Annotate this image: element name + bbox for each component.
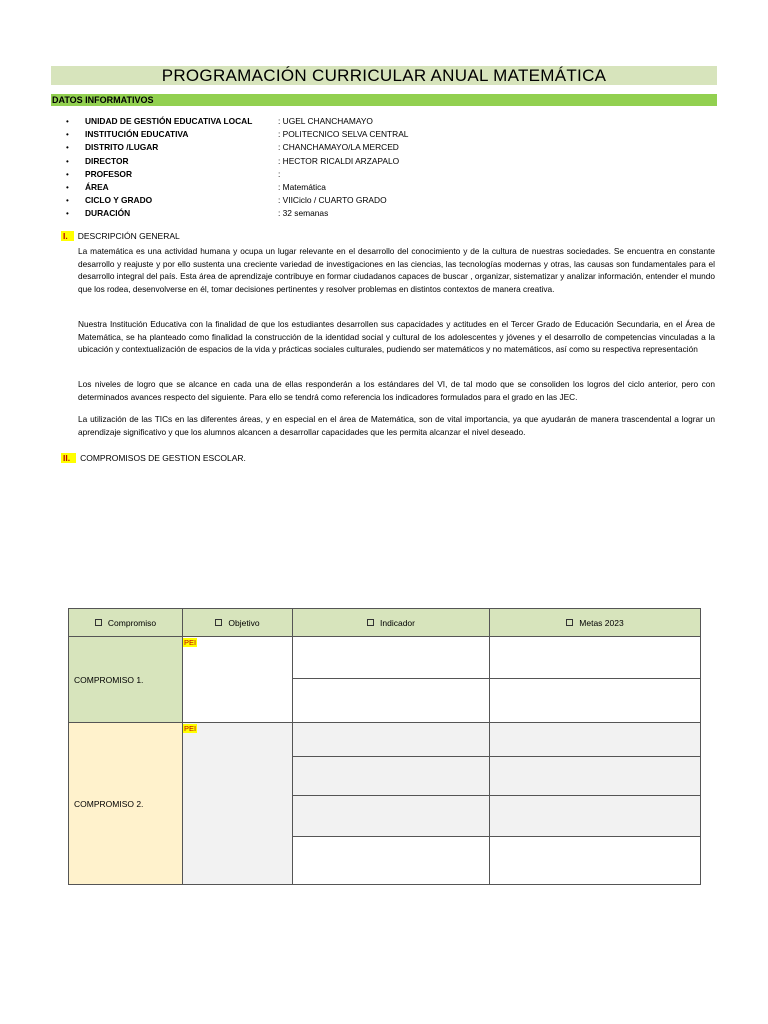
column-header-metas xyxy=(490,609,701,637)
table-row xyxy=(69,723,701,757)
column-header-label: Compromiso xyxy=(107,617,157,628)
info-row xyxy=(64,207,564,220)
bullet-icon: • xyxy=(66,117,69,126)
pei-tag: PEI xyxy=(184,724,197,733)
section-number: I. xyxy=(61,231,74,241)
info-row xyxy=(64,141,564,154)
info-value: : UGEL CHANCHAMAYO xyxy=(278,116,373,126)
info-row xyxy=(64,194,564,207)
info-value: : Matemática xyxy=(278,181,326,192)
indicador-cell[interactable] xyxy=(293,837,490,885)
section-datos-informativos xyxy=(51,94,717,106)
indicador-cell[interactable] xyxy=(293,723,490,757)
indicador-cell[interactable] xyxy=(293,757,490,796)
info-label: DURACIÓN xyxy=(85,208,131,219)
info-value: : 32 semanas xyxy=(278,208,329,219)
compromiso-1-cell: COMPROMISO 1. xyxy=(69,637,183,723)
column-header-label: Objetivo xyxy=(228,617,260,628)
section-heading-descripcion xyxy=(61,231,180,242)
info-row xyxy=(64,115,564,128)
info-row xyxy=(64,181,564,194)
info-label: PROFESOR xyxy=(85,168,132,179)
column-header-indicador xyxy=(293,609,490,637)
bullet-icon: • xyxy=(66,196,69,206)
info-label: DISTRITO /LUGAR xyxy=(85,142,159,153)
bullet-icon: • xyxy=(66,209,69,219)
paragraph: La utilización de las TICs en las diferentes áreas, y en especial en el área de Matemática, son de vital importancia, ya que ayudarán de manera trascendental a lograr un aprendizaje significativo y que los alumnos alcancen a desarrollar capacidades que les permita alcanzar el nivel deseado. xyxy=(78,414,715,437)
bullet-icon: • xyxy=(66,169,69,179)
info-label: UNIDAD DE GESTIÓN EDUCATIVA LOCAL xyxy=(85,116,253,126)
bullet-icon: • xyxy=(66,156,69,166)
column-header-label: Metas 2023 xyxy=(579,617,624,628)
info-label: DIRECTOR xyxy=(85,155,129,166)
table-row xyxy=(69,637,701,679)
info-label: ÁREA xyxy=(85,181,109,192)
page-title: PROGRAMACIÓN CURRICULAR ANUAL MATEMÁTICA xyxy=(51,66,717,85)
paragraph: La matemática es una actividad humana y ocupa un lugar relevante en el desarrollo del conocimiento y de la cultura de nuestras sociedades. Se encuentra en constante desarrollo y reajuste y por ello sustenta una creciente variedad de investigaciones en las ciencias, las tecnologías modernas y otras, las causas son fundamentales para el desarrollo integral del país. Esta área de aprendizaje contribuye en formar ciudadanos capaces de buscar , organizar, sistematizar y analizar información, entender el mundo que los rodea, desenvolverse en él, tomar decisiones pertinentes y resolver problemas en distintos contextos de manera creativa. xyxy=(78,246,715,294)
info-label: INSTITUCIÓN EDUCATIVA xyxy=(85,129,189,140)
compromiso-2-cell: COMPROMISO 2. xyxy=(69,723,183,885)
info-row xyxy=(64,168,564,181)
bullet-icon: • xyxy=(66,143,69,153)
metas-cell[interactable] xyxy=(490,637,701,679)
section-number: II. xyxy=(61,453,76,463)
section-heading-label: COMPROMISOS DE GESTION ESCOLAR. xyxy=(80,453,246,463)
compromisos-table xyxy=(68,608,701,885)
checkbox-icon xyxy=(95,619,102,626)
info-value: : HECTOR RICALDI ARZAPALO xyxy=(278,155,400,166)
objetivo-cell[interactable] xyxy=(183,723,293,885)
info-value: : xyxy=(278,168,281,179)
section-heading-compromisos xyxy=(61,453,246,464)
info-row xyxy=(64,128,564,141)
metas-cell[interactable] xyxy=(490,757,701,796)
section-heading-label: DESCRIPCIÓN GENERAL xyxy=(77,231,180,241)
pei-tag: PEI xyxy=(184,638,197,647)
metas-cell[interactable] xyxy=(490,723,701,757)
paragraph: Nuestra Institución Educativa con la finalidad de que los estudiantes desarrollen sus capacidades y actitudes en el Tercer Grado de Educación Secundaria, en el Área de Matemática, se ha planteado como finalidad la construcción de la identidad social y cultural de los adolescentes y jóvenes y el desarrollo de competencias vinculadas a la ubicación y contextualización de espacios de la vida y prácticas sociales culturales, pudiendo ser matemáticos y no matemáticos, así como su respectiva representación xyxy=(78,319,715,355)
column-header-objetivo xyxy=(183,609,293,637)
column-header-label: Indicador xyxy=(380,617,415,628)
info-row xyxy=(64,155,564,168)
metas-cell[interactable] xyxy=(490,796,701,837)
metas-cell[interactable] xyxy=(490,837,701,885)
checkbox-icon xyxy=(566,619,573,626)
metas-cell[interactable] xyxy=(490,679,701,723)
checkbox-icon xyxy=(367,619,374,626)
objetivo-cell[interactable] xyxy=(183,637,293,723)
indicador-cell[interactable] xyxy=(293,637,490,679)
paragraph: Los niveles de logro que se alcance en cada una de ellas responderán a los estándares del VI, de tal modo que se consoliden los logros del ciclo anterior, pero con determinados avances respecto del siguiente. Para ello se tendrá como referencia los indicadores formulados para el grado en las JEC. xyxy=(78,379,715,402)
indicador-cell[interactable] xyxy=(293,679,490,723)
indicador-cell[interactable] xyxy=(293,796,490,837)
bullet-icon: • xyxy=(66,182,69,192)
info-value: : VIICiclo / CUARTO GRADO xyxy=(278,195,387,206)
checkbox-icon xyxy=(215,619,222,626)
table-header-row xyxy=(69,609,701,637)
info-value: : CHANCHAMAYO/LA MERCED xyxy=(278,142,399,153)
info-label: CICLO Y GRADO xyxy=(85,195,153,206)
column-header-compromiso xyxy=(69,609,183,637)
section-datos-label: DATOS INFORMATIVOS xyxy=(52,95,154,105)
bullet-icon: • xyxy=(66,130,69,140)
info-value: : POLITECNICO SELVA CENTRAL xyxy=(278,129,409,140)
info-list xyxy=(64,115,564,221)
